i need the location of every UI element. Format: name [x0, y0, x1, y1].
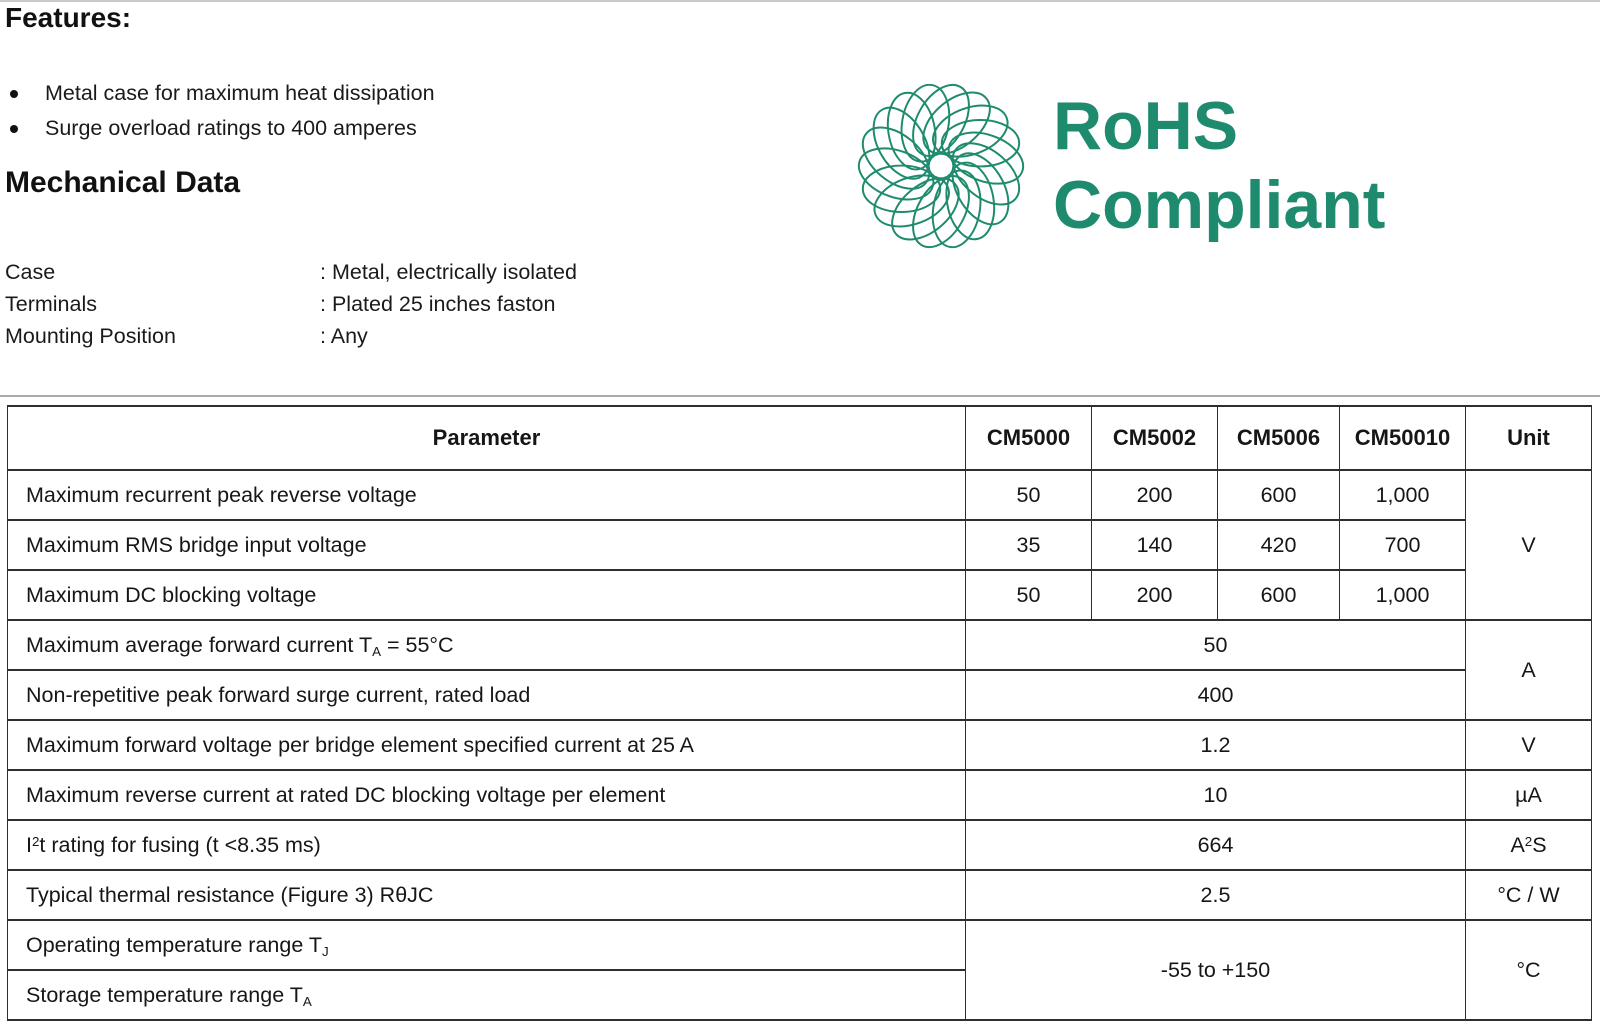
param-cell: Maximum average forward current $T_A = 55^\circ C$ — [8, 620, 966, 670]
electrical-spec-table — [7, 405, 1592, 1021]
value-cell: 1.2 — [966, 720, 1466, 770]
unit-cell: °C — [1466, 920, 1592, 1020]
unit-cell: °C / W — [1466, 870, 1592, 920]
param-cell: Operating temperature range $T_J$ — [8, 920, 966, 970]
rohs-text — [1053, 87, 1385, 245]
mechanical-row — [5, 288, 577, 320]
param-cell: Maximum reverse current at rated DC blocking voltage per element — [8, 770, 966, 820]
header-cell-unit: Unit — [1466, 406, 1592, 470]
value-cell: 10 — [966, 770, 1466, 820]
value-cell: 400 — [966, 670, 1466, 720]
mechanical-data-list — [5, 256, 577, 352]
value-cell: 1,000 — [1340, 470, 1466, 520]
feature-item — [10, 76, 435, 111]
rohs-line1: RoHS — [1053, 88, 1239, 164]
value-cell: 600 — [1218, 470, 1340, 520]
param-cell: Storage temperature range $T_A$ — [8, 970, 966, 1020]
value-cell: 50 — [966, 570, 1092, 620]
superscript: 2 — [1524, 833, 1533, 849]
table-row — [8, 670, 1592, 720]
rohs-compliant-logo — [855, 80, 1385, 252]
bullet-icon — [10, 90, 18, 98]
superscript: 2 — [31, 833, 40, 849]
value-cell: 664 — [966, 820, 1466, 870]
subscript: J — [322, 943, 329, 959]
value-cell: 2.5 — [966, 870, 1466, 920]
param-cell: Typical thermal resistance (Figure 3) RθJC — [8, 870, 966, 920]
feature-text: Metal case for maximum heat dissipation — [45, 81, 435, 105]
value-cell: 200 — [1092, 570, 1218, 620]
value-cell: 200 — [1092, 470, 1218, 520]
header-cell-cm5002: CM5002 — [1092, 406, 1218, 470]
value-cell: 35 — [966, 520, 1092, 570]
table-row — [8, 820, 1592, 870]
header-cell-parameter: Parameter — [8, 406, 966, 470]
param-cell: $I^2t$ rating for fusing (t <8.35 ms) — [8, 820, 966, 870]
mechanical-label: Terminals — [5, 291, 97, 316]
value-cell: -55 to +150 — [966, 920, 1466, 1020]
param-cell: Non-repetitive peak forward surge current, rated load — [8, 670, 966, 720]
unit-cell: µA — [1466, 770, 1592, 820]
subscript: A — [302, 993, 312, 1009]
table-row — [8, 470, 1592, 520]
param-cell: Maximum RMS bridge input voltage — [8, 520, 966, 570]
table-row — [8, 520, 1592, 570]
value-cell: 50 — [966, 470, 1092, 520]
param-cell: Maximum recurrent peak reverse voltage — [8, 470, 966, 520]
mechanical-label: Case — [5, 259, 56, 284]
features-list — [10, 76, 435, 146]
value-cell: 1,000 — [1340, 570, 1466, 620]
feature-text: Surge overload ratings to 400 amperes — [45, 116, 417, 140]
header-cell-cm5006: CM5006 — [1218, 406, 1340, 470]
param-cell: Maximum DC blocking voltage — [8, 570, 966, 620]
header-cell-cm50010: CM50010 — [1340, 406, 1466, 470]
mechanical-value: : Any — [320, 323, 368, 348]
table-row — [8, 770, 1592, 820]
mechanical-row — [5, 320, 577, 352]
param-cell: Maximum forward voltage per bridge element specified current at 25 A — [8, 720, 966, 770]
rohs-line2: Compliant — [1053, 167, 1386, 243]
mechanical-value: : Plated 25 inches faston — [320, 291, 556, 316]
value-cell: 140 — [1092, 520, 1218, 570]
scan-artifact-mid-line — [0, 395, 1600, 397]
value-cell: 420 — [1218, 520, 1340, 570]
value-cell: 50 — [966, 620, 1466, 670]
table-header-row — [8, 406, 1592, 470]
table-row — [8, 570, 1592, 620]
scan-artifact-top-line — [0, 0, 1600, 2]
table-row — [8, 720, 1592, 770]
unit-cell: V — [1466, 470, 1592, 620]
rohs-spirograph-flower-icon — [855, 80, 1027, 252]
unit-cell: $A^2S$ — [1466, 820, 1592, 870]
mechanical-data-heading: Mechanical Data — [5, 166, 241, 199]
feature-item — [10, 111, 435, 146]
mechanical-row — [5, 256, 577, 288]
table-row — [8, 870, 1592, 920]
value-cell: 600 — [1218, 570, 1340, 620]
table-row — [8, 620, 1592, 670]
unit-cell: V — [1466, 720, 1592, 770]
table-row — [8, 920, 1592, 970]
features-heading: Features: — [5, 2, 132, 33]
header-cell-cm5000: CM5000 — [966, 406, 1092, 470]
mechanical-value: : Metal, electrically isolated — [320, 259, 577, 284]
value-cell: 700 — [1340, 520, 1466, 570]
unit-cell: A — [1466, 620, 1592, 720]
bullet-icon — [10, 125, 18, 133]
mechanical-label: Mounting Position — [5, 323, 176, 348]
subscript: A — [372, 643, 382, 659]
